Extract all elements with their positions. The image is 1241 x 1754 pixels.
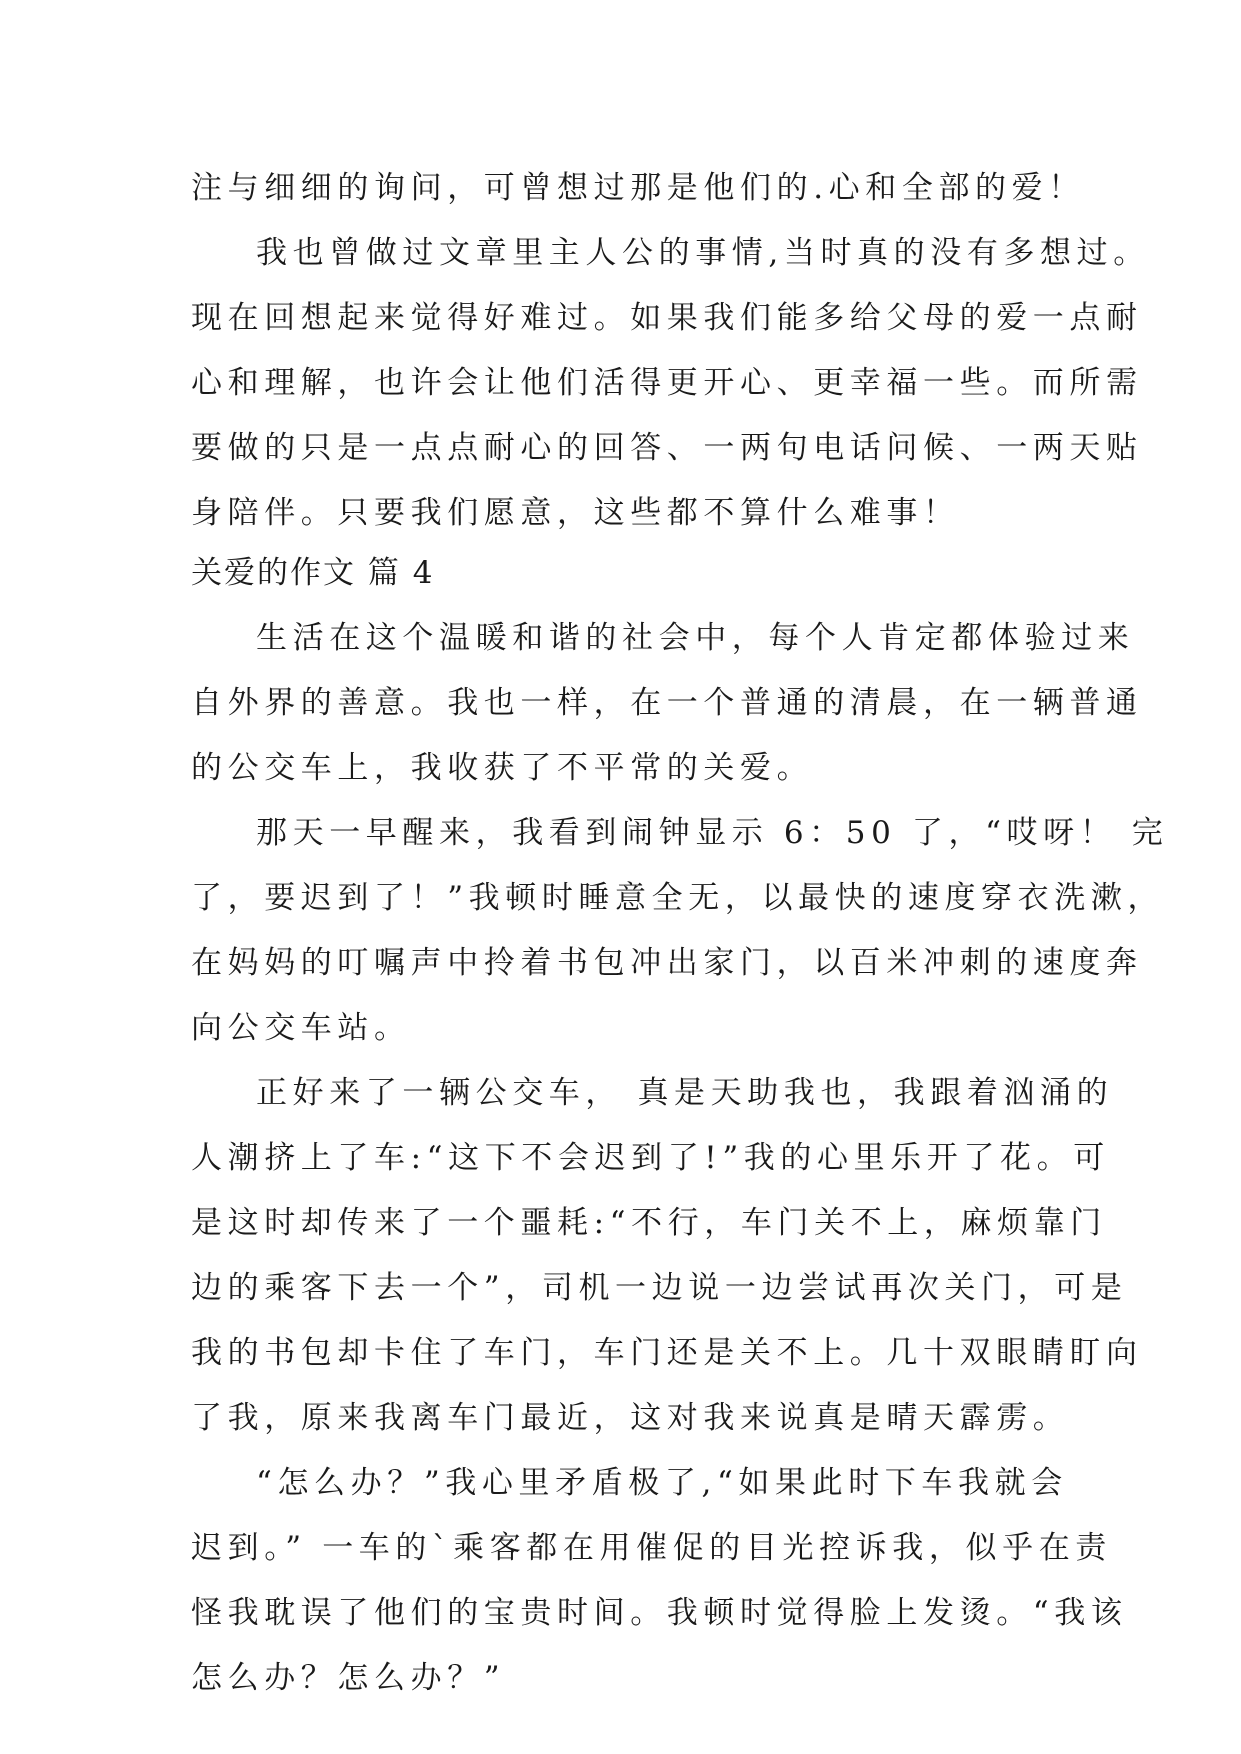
paragraph-line: 迟到。” 一车的`乘客都在用催促的目光控诉我，似乎在责 bbox=[191, 1530, 1112, 1566]
paragraph-line: 向公交车站。 bbox=[191, 1010, 411, 1046]
paragraph-line: 怪我耽误了他们的宝贵时间。我顿时觉得脸上发烫。“我该 bbox=[191, 1595, 1128, 1631]
paragraph-line: “怎么办？”我心里矛盾极了,“如果此时下车我就会 bbox=[256, 1465, 1068, 1501]
paragraph-line: 是这时却传来了一个噩耗:“不行，车门关不上，麻烦靠门 bbox=[191, 1205, 1107, 1241]
paragraph-line: 心和理解，也许会让他们活得更开心、更幸福一些。而所需 bbox=[191, 365, 1143, 401]
paragraph-line: 现在回想起来觉得好难过。如果我们能多给父母的爱一点耐 bbox=[191, 300, 1143, 336]
paragraph-line: 的公交车上，我收获了不平常的关爱。 bbox=[191, 750, 814, 786]
paragraph-line: 我的书包却卡住了车门，车门还是关不上。几十双眼睛盯向 bbox=[191, 1335, 1143, 1371]
paragraph-line: 生活在这个温暖和谐的社会中，每个人肯定都体验过来 bbox=[256, 620, 1135, 656]
paragraph-line: 正好来了一辆公交车， 真是天助我也，我跟着汹涌的 bbox=[256, 1075, 1114, 1111]
paragraph-line: 注与细细的询问，可曾想过那是他们的.心和全部的爱！ bbox=[191, 170, 1085, 206]
paragraph-line: 身陪伴。只要我们愿意，这些都不算什么难事！ bbox=[191, 495, 960, 531]
paragraph-line: 了我，原来我离车门最近，这对我来说真是晴天霹雳。 bbox=[191, 1400, 1070, 1436]
paragraph-line: 要做的只是一点点耐心的回答、一两句电话问候、一两天贴 bbox=[191, 430, 1143, 466]
paragraph-line: 那天一早醒来，我看到闹钟显示 6：50 了，“哎呀！ 完 bbox=[256, 815, 1169, 851]
paragraph-line: 在妈妈的叮嘱声中拎着书包冲出家门，以百米冲刺的速度奔 bbox=[191, 945, 1143, 981]
paragraph-line: 自外界的善意。我也一样，在一个普通的清晨，在一辆普通 bbox=[191, 685, 1143, 721]
paragraph-line: 我也曾做过文章里主人公的事情,当时真的没有多想过。 bbox=[256, 235, 1150, 271]
section-heading: 关爱的作文 篇 4 bbox=[191, 555, 435, 591]
paragraph-line: 人潮挤上了车:“这下不会迟到了!”我的心里乐开了花。可 bbox=[191, 1140, 1110, 1176]
paragraph-line: 边的乘客下去一个”，司机一边说一边尝试再次关门，可是 bbox=[191, 1270, 1128, 1306]
paragraph-line: 了，要迟到了！”我顿时睡意全无，以最快的速度穿衣洗漱， bbox=[191, 880, 1165, 916]
paragraph-line: 怎么办？怎么办？” bbox=[191, 1660, 506, 1696]
